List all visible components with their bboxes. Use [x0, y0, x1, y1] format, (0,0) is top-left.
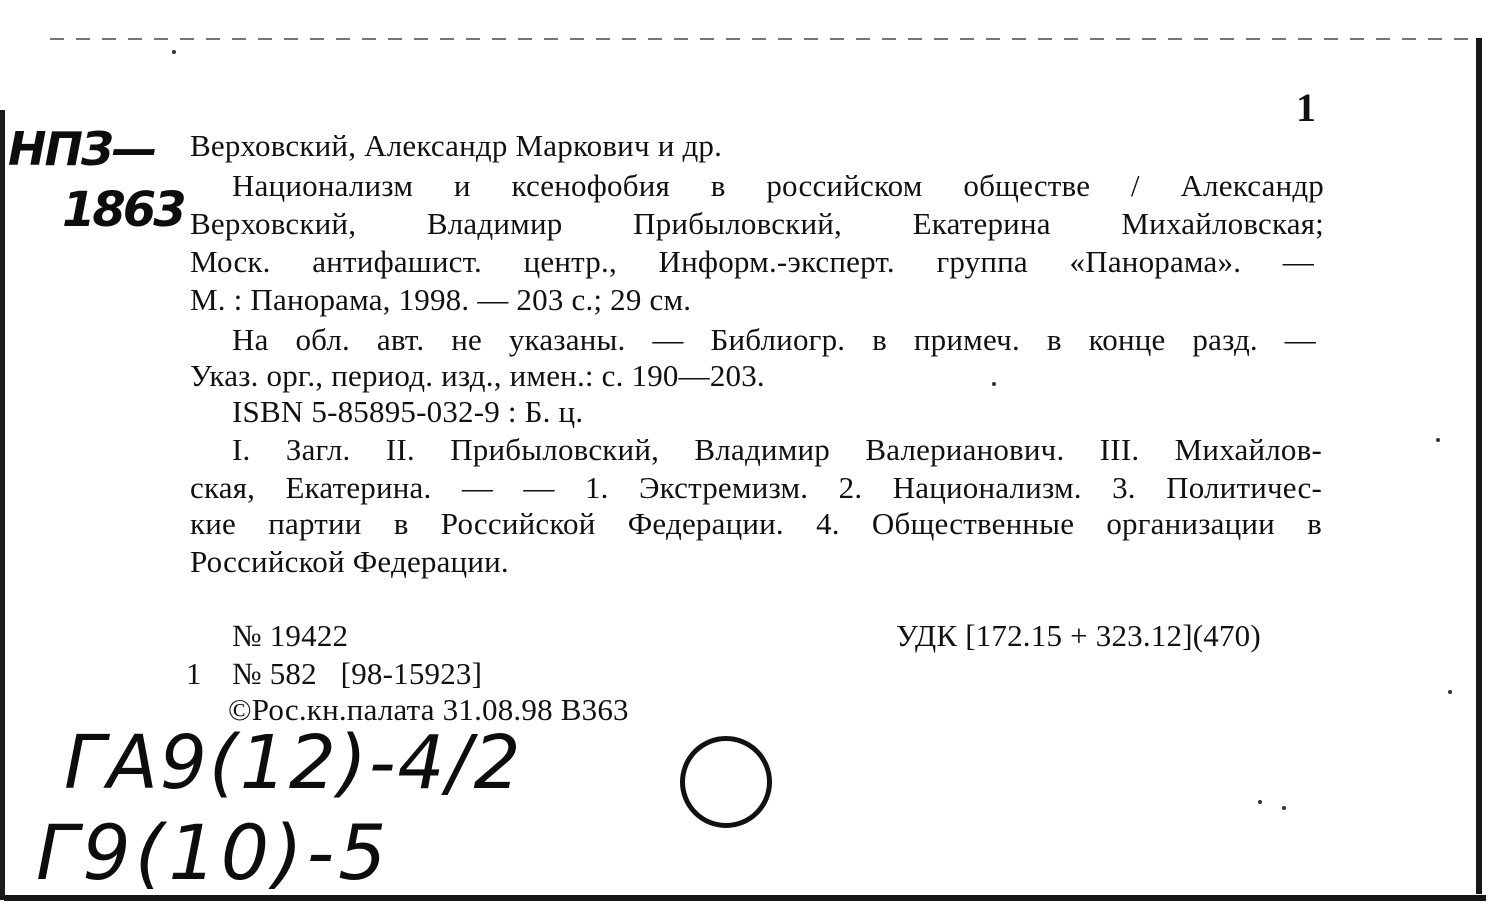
title-line-3: Моск. антифашист. центр., Информ.-эксперт. группа «Панорама». — — [190, 244, 1314, 279]
speck — [1282, 806, 1286, 810]
title-line-4: М. : Панорама, 1998. — 203 с.; 29 см. — [190, 282, 692, 317]
speck — [1436, 438, 1440, 442]
author-heading: Верховский, Александр Маркович и др. — [190, 128, 723, 163]
handwritten-code-2: Г9(10)-5 — [36, 808, 391, 897]
tracing-line-3: кие партии в Российской Федерации. 4. Общественные организации в — [190, 506, 1322, 541]
title-line-2: Верховский, Владимир Прибыловский, Екатерина Михайловская; — [190, 206, 1324, 241]
inventory-number: № 582 [98-15923] — [232, 656, 483, 691]
handwritten-code-1: ГА9(12)-4/2 — [64, 720, 523, 806]
tracing-line-1: I. Загл. II. Прибыловский, Владимир Валерианович. III. Михайлов- — [232, 432, 1322, 467]
speck — [172, 50, 176, 54]
card-right-border — [1476, 38, 1482, 894]
speck — [1258, 800, 1262, 804]
speck — [1448, 690, 1452, 694]
hand-drawn-circle — [680, 736, 772, 828]
title-line-1: Национализм и ксенофобия в российском обществе / Александр — [232, 168, 1324, 203]
top-edge-dashes — [50, 38, 1475, 40]
speck — [992, 382, 996, 386]
isbn-line: ISBN 5-85895-032-9 : Б. ц. — [232, 394, 584, 429]
tracing-line-2: ская, Екатерина. — — 1. Экстремизм. 2. Национализм. 3. Политичес- — [190, 470, 1322, 505]
notes-line-1: На обл. авт. не указаны. — Библиогр. в примеч. в конце разд. — — [232, 322, 1316, 357]
card-number: 1 — [1296, 85, 1316, 130]
tracing-line-4: Российской Федерации. — [190, 544, 509, 579]
imprint-line: ©Рос.кн.палата 31.08.98 В363 — [228, 692, 629, 727]
copy-marker: 1 — [186, 656, 202, 691]
card-left-border — [0, 110, 5, 900]
shelfmark-line-1: НПЗ— — [8, 122, 156, 176]
shelfmark-line-2: 1863 — [62, 182, 184, 238]
notes-line-2: Указ. орг., период. изд., имен.: с. 190—203. — [190, 358, 765, 393]
udc-code: УДК [172.15 + 323.12](470) — [896, 618, 1261, 653]
record-number: № 19422 — [232, 618, 349, 653]
